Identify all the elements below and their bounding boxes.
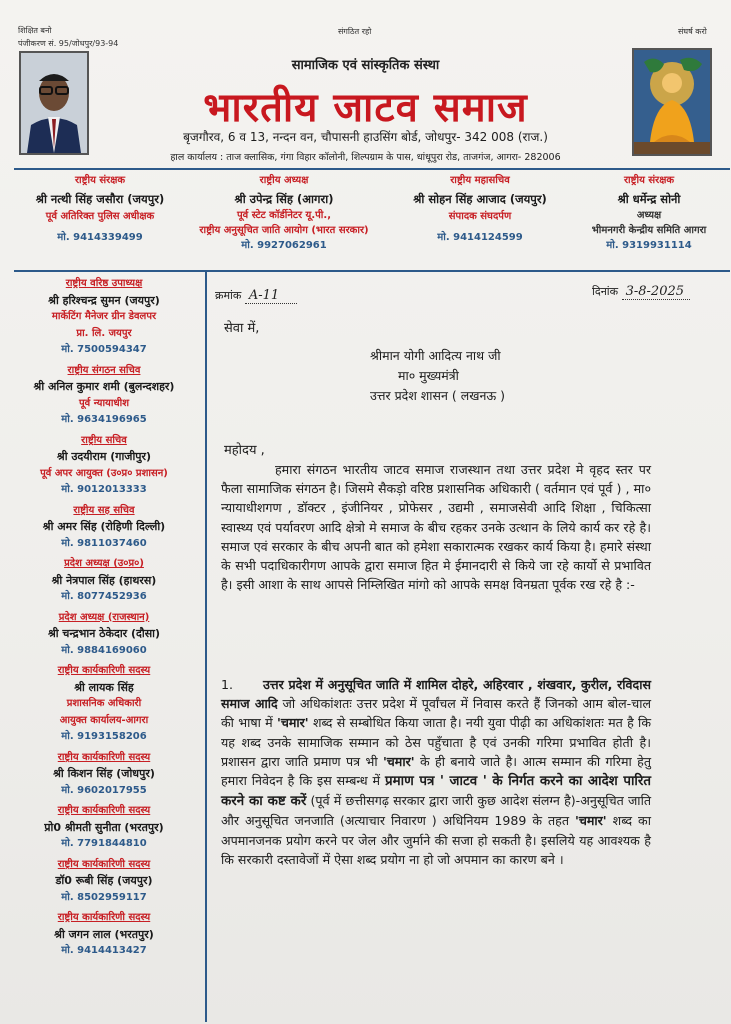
member-phone: मो. 7791844810 — [61, 838, 147, 849]
point-text: शब्द का अपमानजनक प्रयोग करने पर जेल और जुर्माने की सजा हो सकती है। इसलिये यह आवश्यक है कि सरकारी दस्तावेजों में ऐसा शब्द प्रयोग ना हो जो अपमान का कारण बने । — [221, 813, 651, 867]
recipient-name: श्रीमान योगी आदित्य नाथ जी — [370, 348, 501, 363]
sidebar-member — [8, 750, 200, 800]
member-phone: मो. 9193158206 — [61, 731, 147, 742]
sidebar-member — [8, 857, 200, 907]
member-name: प्रो0 श्रीमती सुनीता (भरतपुर) — [44, 820, 164, 834]
member-name: श्री जगन लाल (भरतपुर) — [54, 927, 154, 941]
member-title: राष्ट्रीय कार्यकारिणी सदस्य — [57, 665, 151, 676]
sidebar-member — [8, 663, 200, 746]
officer-designation: पूर्व स्टेट कॉर्डीनेटर यू.पी., — [236, 210, 331, 221]
point-demand: प्रमाण पत्र ' जाटव ' के निर्गत करने का आदेश पारित करने का कष्ट करें — [221, 774, 651, 810]
reference-label: क्रमांक — [215, 289, 242, 302]
member-name: श्री उदयीराम (गाजीपुर) — [56, 450, 152, 463]
officer-president — [176, 172, 392, 253]
point-quote: 'चमार' — [277, 715, 309, 731]
header-divider — [14, 168, 730, 170]
point-text: के ही बनाये जाते है। आत्म सम्मान की गरिमा हेतु हमारा निवेदन है कि इस सम्बन्ध में — [221, 753, 651, 789]
motto-struggle: संघर्ष करो — [678, 27, 707, 36]
greeting: महोदय , — [224, 443, 265, 458]
recipient-office: उत्तर प्रदेश शासन ( लखनऊ ) — [370, 388, 506, 403]
member-phone: मो. 9634196965 — [61, 414, 147, 425]
member-phone: मो. 9811037460 — [61, 537, 147, 549]
salutation: सेवा में, — [224, 321, 260, 336]
officer-general-secretary — [386, 172, 574, 247]
officer-phone: मो. 9319931114 — [606, 240, 692, 251]
member-title: राष्ट्रीय कार्यकारिणी सदस्य — [57, 858, 151, 870]
officer-title: राष्ट्रीय संरक्षक — [74, 175, 126, 186]
sidebar-member — [8, 363, 200, 429]
sidebar-member — [8, 803, 200, 853]
paragraph-text: हमारा संगठन भारतीय जाटव समाज राजस्थान तथा उत्तर प्रदेश मे वृहद स्तर पर फैला सामाजिक संगठन है। जिसमे सैकड़ो वरिष्ठ प्रशासनिक अधिकारी ( वर्तमान एवं पूर्व ) , मा० न्यायाधीशगण , डॉक्टर , इंजीनियर , प्रोफेसर , उद्यमी , समाजसेवी आदि शिक्षा , चिकित्सा स्वास्थ्य एवं पर्यावरण आदि क्षेत्रो मे समाज के बीच रहकर उनके उत्थान के लिये कार्य कर रहे है। समाज एवं सरकार के बीच अपनी बात को हमेशा सकारात्मक रखकर कार्य किया है। हमारे संस्था के सभी पदाधिकारीगण आपके द्वारा समाज हित मे ईमानदारी से किये जा रहे कार्यो से प्रभावित है। इसी आशा के साथ आपसे निम्लिखित मांगो को आपके समक्ष विनम्रता पूर्वक रख रहे है :- — [221, 462, 651, 593]
officer-name: श्री उपेन्द्र सिंह (आगरा) — [234, 192, 334, 206]
sidebar-member — [8, 276, 200, 359]
date-value: 3-8-2025 — [622, 284, 690, 300]
org-type: सामाजिक एवं सांस्कृतिक संस्था — [291, 58, 440, 73]
officer-title: राष्ट्रीय अध्यक्ष — [259, 175, 309, 186]
member-designation: पूर्व न्यायाधीश — [79, 397, 129, 409]
officers-divider — [14, 270, 730, 272]
motto-educate: शिक्षित बनो — [18, 26, 52, 35]
sidebar-members — [8, 276, 200, 964]
sidebar-member — [8, 433, 200, 499]
officer-designation: पूर्व अतिरिक्त पुलिस अधीक्षक — [45, 211, 155, 222]
demand-point-1 — [221, 675, 651, 869]
officer-designation: अध्यक्ष — [636, 210, 662, 221]
recipient-block — [370, 346, 505, 406]
point-number: 1. — [221, 677, 234, 692]
member-phone: मो. 9414413427 — [61, 945, 147, 956]
sidebar-member — [8, 910, 200, 960]
member-designation-2: प्रा. लि. जयपुर — [76, 327, 132, 339]
officer-name: श्री सोहन सिंह आजाद (जयपुर) — [413, 192, 547, 206]
member-title: राष्ट्रीय संगठन सचिव — [67, 364, 141, 376]
member-title: राष्ट्रीय सह सचिव — [73, 504, 135, 516]
letter-paragraph-1 — [221, 460, 651, 594]
member-name: श्री नेत्रपाल सिंह (हाथरस) — [51, 573, 157, 587]
member-title: राष्ट्रीय कार्यकारिणी सदस्य — [57, 912, 151, 923]
current-office-address: हाल कार्यालय : ताज क्लासिक, गंगा विहार कॉलोनी, शिल्पग्राम के पास, धांधूपुरा रोड, ताजगंज, आगरा- 282006 — [170, 152, 561, 163]
officer-phone: मो. 9414339499 — [57, 232, 143, 243]
officer-name: श्री धर्मेन्द्र सोनी — [617, 192, 681, 206]
sidebar-member — [8, 556, 200, 606]
point-highlight: उत्तर प्रदेश में अनुसूचित जाति में शामिल दोहरे, अहिरवार , शंखवार, कुरील, रविदास समाज आदि — [221, 677, 651, 712]
officer-title: राष्ट्रीय महासचिव — [450, 175, 510, 186]
sidebar-member — [8, 503, 200, 553]
point-text: जो अधिकांशतः उत्तर प्रदेश में पूर्वांचल में निवास करते हैं जिनको आम बोल-चाल की भाषा में — [221, 696, 652, 731]
member-designation: मार्केटिंग मैनेजर ग्रीन डेवलपर — [51, 311, 157, 322]
point-quote: 'चमार' — [382, 753, 415, 769]
registered-address: बृजगौरव, 6 व 13, नन्दन वन, चौपासनी हाउसिंग बोर्ड, जोधपुर- 342 008 (राज.) — [183, 130, 548, 144]
officer-patron-1 — [14, 172, 186, 247]
member-name: श्री चन्द्रभान ठेकेदार (दौसा) — [47, 627, 161, 640]
member-title: राष्ट्रीय वरिष्ठ उपाध्यक्ष — [65, 278, 143, 289]
point-text: (पूर्व में छत्तीसगढ़ सरकार द्वारा जारी कुछ आदेश संलग्न है)-अनुसूचित जाति और अनुसूचित जनजाति (अत्याचार निवारण ) अधिनियम 1989 के तहत — [221, 793, 652, 829]
member-phone: मो. 8502959117 — [61, 891, 147, 903]
officer-name: श्री नत्थी सिंह जसौरा (जयपुर) — [35, 192, 165, 206]
sidebar-member — [8, 610, 200, 660]
member-title: प्रदेश अध्यक्ष (राजस्थान) — [58, 611, 150, 623]
reference-number — [215, 288, 297, 303]
member-name: श्री हरिश्चन्द्र सुमन (जयपुर) — [48, 293, 160, 307]
officer-title: राष्ट्रीय संरक्षक — [623, 175, 675, 186]
member-name: श्री लायक सिंह — [74, 680, 134, 694]
member-title: राष्ट्रीय सचिव — [81, 434, 127, 446]
officer-phone: मो. 9927062961 — [241, 240, 327, 251]
member-phone: मो. 9012013333 — [61, 484, 147, 495]
letter-date — [592, 284, 690, 299]
org-name-title: भारतीय जाटव समाज — [203, 85, 528, 131]
registration-number: पंजीकरण सं. 95/जोधपुर/93-94 — [18, 39, 119, 48]
member-phone: मो. 9884169060 — [61, 644, 147, 656]
officer-phone: मो. 9414124599 — [437, 232, 523, 243]
motto-left — [18, 24, 118, 50]
officer-designation-2: भीमनगरी केन्द्रीय समिति आगरा — [591, 225, 707, 236]
recipient-designation: मा० मुख्यमंत्री — [398, 368, 459, 383]
member-designation: प्रशासनिक अधिकारी — [66, 698, 142, 709]
member-title: प्रदेश अध्यक्ष (उ०प्र०) — [64, 558, 144, 569]
member-title: राष्ट्रीय कार्यकारिणी सदस्य — [57, 805, 151, 816]
member-name: श्री अमर सिंह (रोहिणी दिल्ली) — [42, 520, 166, 533]
officer-designation: संपादक संघदर्पण — [448, 211, 512, 222]
member-designation: पूर्व अपर आयुक्त (उ०प्र० प्रशासन) — [40, 467, 168, 479]
member-name: डॉ0 रूबी सिंह (जयपुर) — [55, 874, 153, 887]
reference-value: A-11 — [245, 288, 297, 304]
officer-designation-2: राष्ट्रीय अनुसूचित जाति आयोग (भारत सरकार) — [199, 225, 369, 236]
member-phone: मो. 8077452936 — [61, 591, 147, 602]
member-name: श्री किशन सिंह (जोधपुर) — [53, 767, 155, 780]
member-phone: मो. 9602017955 — [61, 784, 147, 796]
motto-organize: संगठित रहो — [338, 27, 372, 36]
officer-patron-2 — [574, 172, 724, 253]
sidebar-divider — [205, 272, 207, 1022]
date-label: दिनांक — [592, 285, 619, 298]
member-designation-2: आयुक्त कार्यालय-आगरा — [59, 714, 149, 726]
member-name: श्री अनिल कुमार शमी (बुलन्दशहर) — [33, 380, 175, 393]
member-phone: मो. 7500594347 — [61, 344, 147, 355]
member-title: राष्ट्रीय कार्यकारिणी सदस्य — [57, 751, 151, 763]
point-quote: 'चमार' — [575, 813, 607, 829]
point-text: शब्द से सम्बोधित किया जाता है। नयी युवा पीढ़ी का अधिकांशतः मत है कि यह शब्द उनके सामाजिक सम्मान को ठेस पहुँचाता है एवं उनकी गरिमा प्रभावित होती है। प्रशासन द्वारा जाति प्रमाण पत्र भी — [221, 715, 651, 769]
